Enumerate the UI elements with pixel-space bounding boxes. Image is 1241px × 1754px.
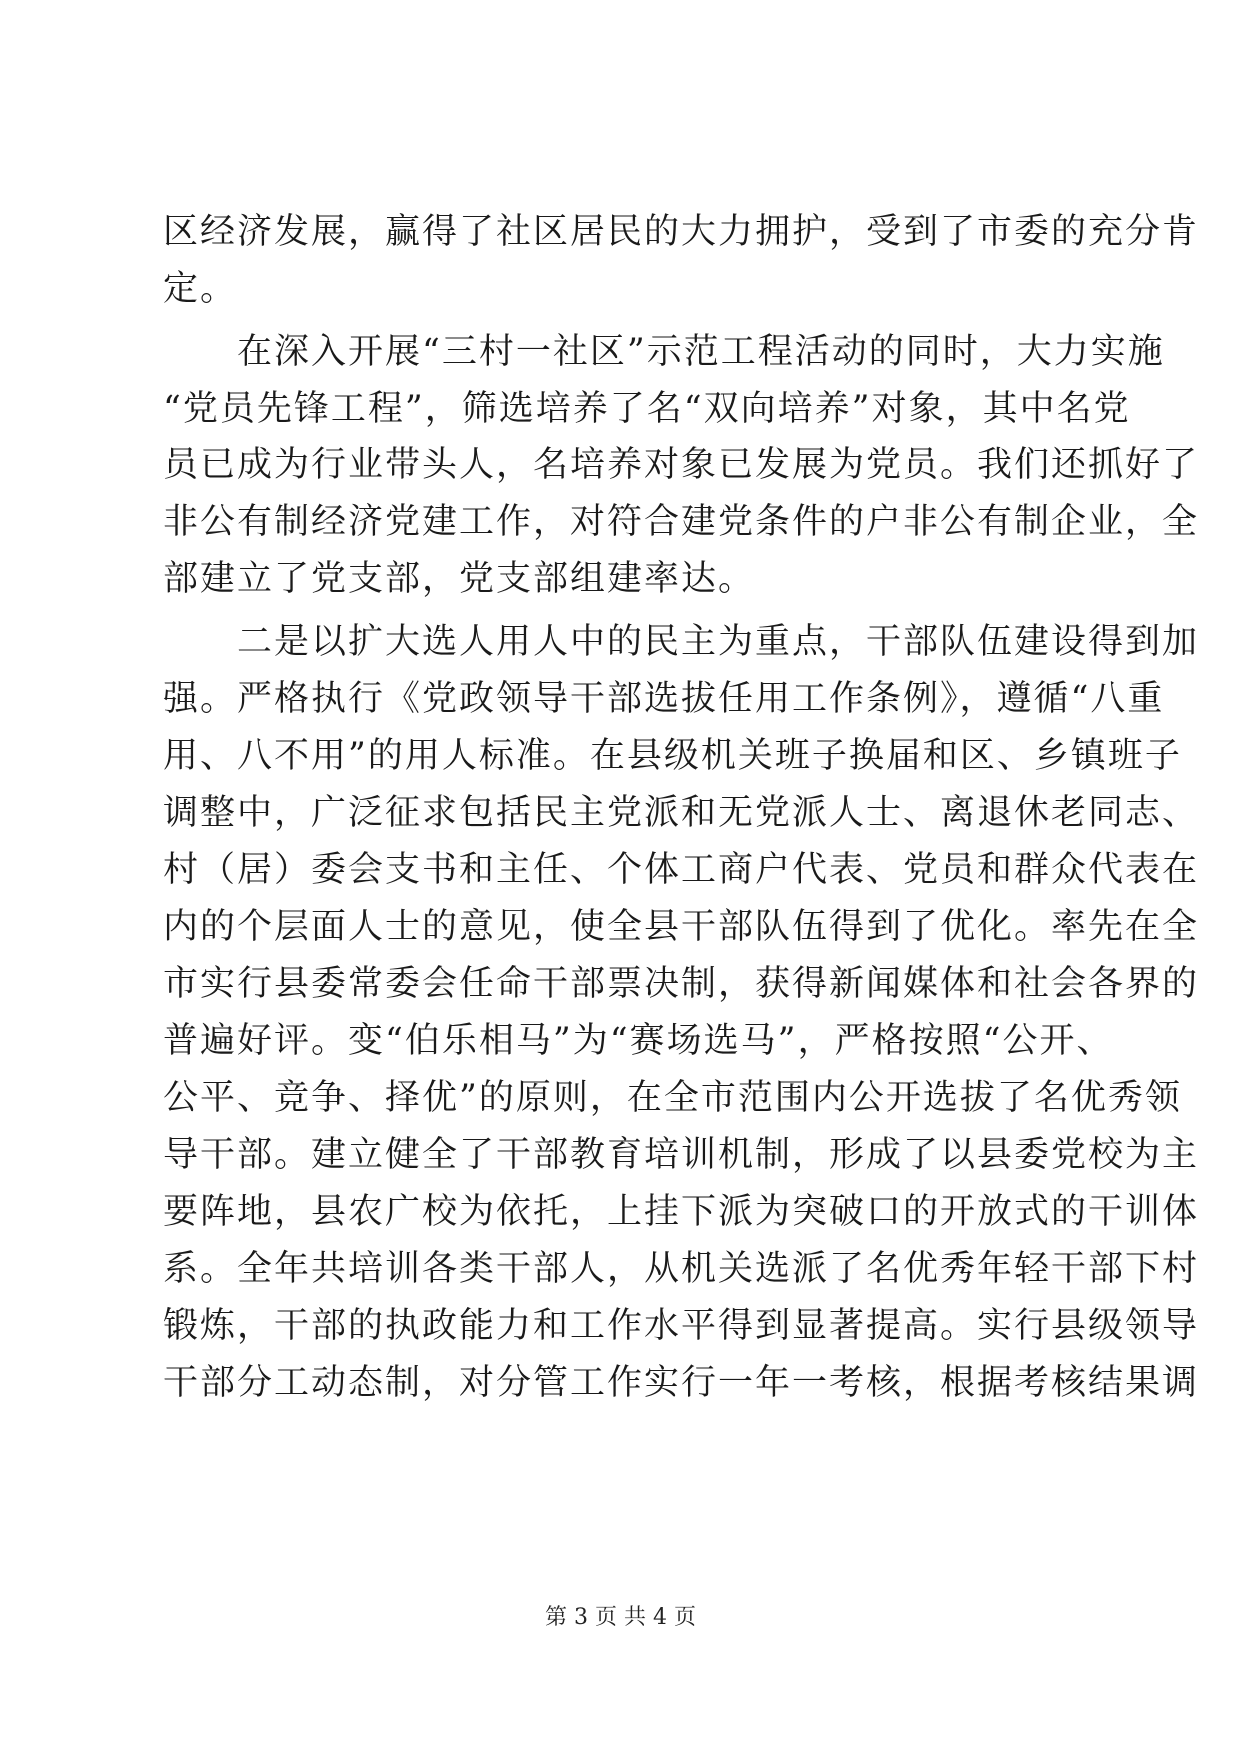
page-number-footer: 第 3 页 共 4 页 — [545, 1605, 696, 1630]
text-line: 村（居）委会支书和主任、个体工商户代表、党员和群众代表在 — [163, 850, 1200, 890]
text-line: “党员先锋工程”，筛选培养了名“双向培养”对象，其中名党 — [163, 389, 1131, 429]
text-line: 非公有制经济党建工作，对符合建党条件的户非公有制企业，全 — [163, 502, 1200, 542]
text-line: 区经济发展，赢得了社区居民的大力拥护，受到了市委的充分肯 — [163, 212, 1200, 252]
text-line: 锻炼，干部的执政能力和工作水平得到显著提高。实行县级领导 — [163, 1306, 1200, 1346]
text-line: 系。全年共培训各类干部人，从机关选派了名优秀年轻干部下村 — [163, 1249, 1200, 1289]
text-line: 普遍好评。变“伯乐相马”为“赛场选马”，严格按照“公开、 — [163, 1021, 1114, 1061]
text-line: 调整中，广泛征求包括民主党派和无党派人士、离退休老同志、 — [163, 793, 1200, 833]
text-line: 员已成为行业带头人，名培养对象已发展为党员。我们还抓好了 — [163, 445, 1200, 485]
text-line: 二是以扩大选人用人中的民主为重点，干部队伍建设得到加 — [163, 622, 1200, 662]
text-line: 部建立了党支部，党支部组建率达。 — [163, 559, 756, 599]
text-line: 用、八不用”的用人标准。在县级机关班子换届和区、乡镇班子 — [163, 736, 1182, 776]
text-line: 导干部。建立健全了干部教育培训机制，形成了以县委党校为主 — [163, 1135, 1200, 1175]
text-line: 在深入开展“三村一社区”示范工程活动的同时，大力实施 — [163, 332, 1165, 372]
text-line: 定。 — [163, 269, 238, 309]
text-line: 强。严格执行《党政领导干部选拔任用工作条例》，遵循“八重 — [163, 679, 1165, 719]
text-line: 内的个层面人士的意见，使全县干部队伍得到了优化。率先在全 — [163, 907, 1200, 947]
text-line: 要阵地，县农广校为依托，上挂下派为突破口的开放式的干训体 — [163, 1192, 1200, 1232]
text-line: 市实行县委常委会任命干部票决制，获得新闻媒体和社会各界的 — [163, 964, 1200, 1004]
text-line: 公平、竞争、择优”的原则，在全市范围内公开选拔了名优秀领 — [163, 1078, 1182, 1118]
text-line: 干部分工动态制，对分管工作实行一年一考核，根据考核结果调 — [163, 1363, 1200, 1403]
